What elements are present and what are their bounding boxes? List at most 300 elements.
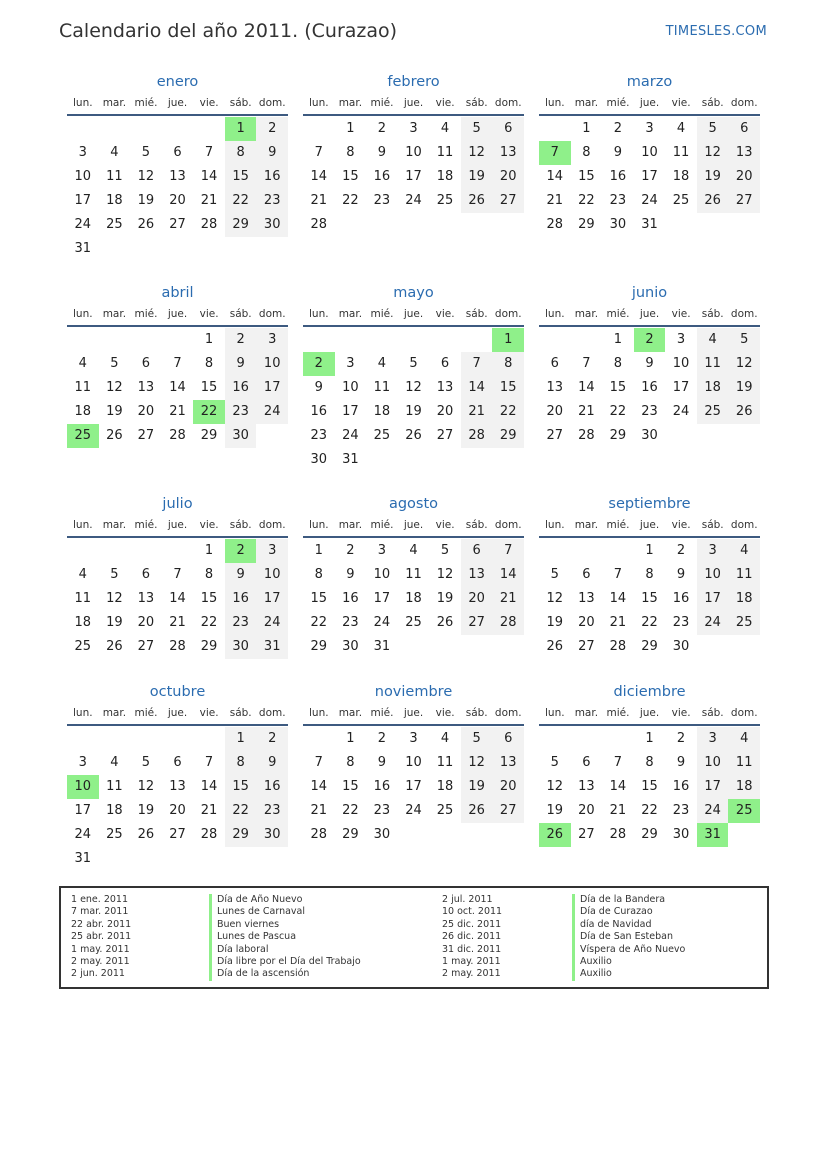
day-cell: 23 bbox=[256, 799, 288, 823]
holiday-day: 2 bbox=[634, 328, 666, 352]
weekday-label: lun. bbox=[73, 519, 93, 531]
day-cell: 14 bbox=[492, 563, 524, 587]
day-cell: 3 bbox=[697, 727, 729, 751]
empty-cell bbox=[130, 847, 162, 871]
day-grid bbox=[303, 727, 524, 847]
day-cell: 5 bbox=[440, 543, 450, 558]
empty-cell bbox=[728, 635, 760, 659]
weekday-label: vie. bbox=[199, 308, 219, 320]
legend-date: 26 dic. 2011 bbox=[442, 931, 502, 943]
weekday-label: mar. bbox=[102, 707, 127, 719]
day-cell: 2 bbox=[676, 543, 686, 558]
empty-cell bbox=[99, 539, 131, 563]
day-cell: 3 bbox=[676, 332, 686, 347]
empty-cell bbox=[225, 237, 257, 261]
day-cell: 29 bbox=[342, 827, 359, 842]
weekday-label: dom. bbox=[730, 97, 758, 109]
day-cell: 7 bbox=[461, 352, 493, 376]
weekday-header bbox=[539, 702, 760, 726]
empty-cell bbox=[193, 237, 225, 261]
day-cell: 14 bbox=[169, 380, 186, 395]
legend-holiday-name: Día de San Esteban bbox=[572, 931, 762, 943]
day-cell: 9 bbox=[225, 352, 257, 376]
day-cell: 28 bbox=[310, 827, 328, 842]
day-cell: 20 bbox=[492, 165, 524, 189]
day-cell: 28 bbox=[609, 827, 627, 842]
empty-cell bbox=[366, 328, 398, 352]
day-cell: 18 bbox=[106, 803, 123, 818]
day-cell: 21 bbox=[310, 803, 328, 818]
day-cell: 12 bbox=[137, 779, 155, 794]
day-cell: 4 bbox=[78, 567, 87, 582]
month-julio bbox=[67, 494, 288, 659]
weekday-label: mié. bbox=[134, 97, 158, 109]
day-cell: 14 bbox=[461, 376, 493, 400]
weekday-label: vie. bbox=[671, 308, 691, 320]
day-cell: 10 bbox=[697, 563, 729, 587]
page-title: Calendario del año 2011. (Curazao) bbox=[59, 20, 398, 42]
day-cell: 3 bbox=[78, 755, 87, 770]
empty-cell bbox=[67, 539, 99, 563]
day-cell: 14 bbox=[169, 591, 186, 606]
weekday-header bbox=[67, 702, 288, 726]
day-cell: 25 bbox=[436, 803, 454, 818]
day-cell: 11 bbox=[436, 145, 454, 160]
day-cell: 2 bbox=[256, 117, 288, 141]
day-cell: 10 bbox=[405, 145, 422, 160]
month-name: octubre bbox=[149, 684, 206, 700]
day-cell: 11 bbox=[436, 755, 454, 770]
day-cell: 27 bbox=[169, 827, 186, 842]
day-cell: 20 bbox=[169, 803, 186, 818]
day-cell: 14 bbox=[546, 169, 564, 184]
day-cell: 19 bbox=[137, 193, 155, 208]
day-cell: 7 bbox=[314, 145, 323, 160]
weekday-label: sáb. bbox=[465, 97, 488, 109]
empty-cell bbox=[697, 213, 729, 237]
day-cell: 14 bbox=[310, 779, 328, 794]
day-cell: 22 bbox=[200, 615, 218, 630]
day-cell: 2 bbox=[377, 731, 387, 746]
month-name: marzo bbox=[626, 74, 673, 90]
day-cell: 19 bbox=[436, 591, 454, 606]
weekday-label: jue. bbox=[167, 707, 188, 719]
day-cell: 20 bbox=[461, 587, 493, 611]
day-cell: 10 bbox=[697, 751, 729, 775]
day-cell: 5 bbox=[461, 117, 493, 141]
day-cell: 15 bbox=[200, 380, 218, 395]
weekday-label: sáb. bbox=[465, 519, 488, 531]
day-cell: 21 bbox=[461, 400, 493, 424]
weekday-header bbox=[539, 303, 760, 327]
day-cell: 28 bbox=[578, 428, 595, 443]
day-cell: 9 bbox=[256, 751, 288, 775]
day-cell: 11 bbox=[405, 567, 422, 582]
weekday-label: mar. bbox=[574, 519, 599, 531]
weekday-label: mié. bbox=[134, 308, 158, 320]
day-cell: 27 bbox=[137, 639, 155, 654]
day-cell: 30 bbox=[310, 452, 328, 467]
month-name: enero bbox=[156, 74, 199, 90]
empty-cell bbox=[193, 727, 225, 751]
day-cell: 13 bbox=[728, 141, 760, 165]
day-cell: 4 bbox=[697, 328, 729, 352]
legend-date: 2 may. 2011 bbox=[71, 955, 130, 967]
day-cell: 26 bbox=[436, 615, 454, 630]
day-cell: 16 bbox=[672, 779, 690, 794]
day-cell: 8 bbox=[314, 567, 323, 582]
day-cell: 26 bbox=[546, 639, 564, 654]
month-febrero bbox=[303, 72, 524, 237]
day-cell: 7 bbox=[173, 567, 182, 582]
day-cell: 26 bbox=[697, 189, 729, 213]
day-cell: 30 bbox=[342, 639, 359, 654]
day-cell: 13 bbox=[578, 779, 595, 794]
empty-cell bbox=[398, 635, 430, 659]
empty-cell bbox=[492, 213, 524, 237]
day-cell: 14 bbox=[578, 380, 595, 395]
legend-date: 2 jun. 2011 bbox=[71, 968, 125, 980]
day-cell: 18 bbox=[74, 615, 92, 630]
weekday-label: lun. bbox=[309, 707, 329, 719]
weekday-label: sáb. bbox=[701, 707, 724, 719]
day-cell: 25 bbox=[672, 193, 690, 208]
empty-cell bbox=[429, 448, 461, 472]
empty-cell bbox=[429, 213, 461, 237]
empty-cell bbox=[130, 539, 162, 563]
day-cell: 13 bbox=[137, 380, 155, 395]
weekday-label: mié. bbox=[606, 97, 630, 109]
legend-dates-left bbox=[71, 894, 206, 981]
month-name: mayo bbox=[393, 285, 434, 301]
empty-cell bbox=[539, 727, 571, 751]
day-cell: 27 bbox=[137, 428, 155, 443]
weekday-header bbox=[303, 702, 524, 726]
day-cell: 17 bbox=[405, 169, 422, 184]
day-cell: 15 bbox=[225, 165, 257, 189]
day-cell: 7 bbox=[204, 145, 214, 160]
day-cell: 23 bbox=[256, 189, 288, 213]
month-name: noviembre bbox=[374, 684, 453, 700]
day-cell: 10 bbox=[405, 755, 422, 770]
day-cell: 26 bbox=[461, 189, 493, 213]
day-cell: 3 bbox=[256, 539, 288, 563]
day-cell: 27 bbox=[492, 189, 524, 213]
weekday-label: dom. bbox=[494, 707, 522, 719]
day-cell: 31 bbox=[74, 241, 92, 256]
legend-holiday-name: Lunes de Carnaval bbox=[209, 906, 429, 918]
weekday-header bbox=[67, 92, 288, 116]
weekday-label: vie. bbox=[671, 707, 691, 719]
day-cell: 15 bbox=[492, 376, 524, 400]
empty-cell bbox=[99, 237, 131, 261]
day-cell: 10 bbox=[342, 380, 359, 395]
day-cell: 8 bbox=[225, 751, 257, 775]
day-cell: 9 bbox=[256, 141, 288, 165]
holiday-day: 2 bbox=[225, 539, 257, 563]
legend-date: 31 dic. 2011 bbox=[442, 943, 502, 955]
day-cell: 6 bbox=[492, 727, 524, 751]
empty-cell bbox=[539, 328, 571, 352]
empty-cell bbox=[225, 847, 257, 871]
day-cell: 24 bbox=[697, 799, 729, 823]
brand-link[interactable]: TIMESLES.COM bbox=[665, 24, 767, 39]
legend-holiday-name: Día de Año Nuevo bbox=[209, 894, 429, 906]
day-grid bbox=[67, 328, 288, 448]
day-cell: 15 bbox=[578, 169, 595, 184]
legend-date: 25 dic. 2011 bbox=[442, 918, 502, 930]
day-cell: 29 bbox=[492, 424, 524, 448]
day-cell: 2 bbox=[346, 543, 355, 558]
day-cell: 14 bbox=[200, 779, 218, 794]
day-cell: 6 bbox=[582, 567, 591, 582]
day-cell: 17 bbox=[697, 775, 729, 799]
day-cell: 28 bbox=[546, 217, 564, 232]
day-cell: 23 bbox=[672, 803, 690, 818]
day-cell: 15 bbox=[200, 591, 218, 606]
empty-cell bbox=[728, 424, 760, 448]
day-cell: 28 bbox=[200, 217, 218, 232]
day-cell: 31 bbox=[256, 635, 288, 659]
day-cell: 3 bbox=[256, 328, 288, 352]
empty-cell bbox=[256, 424, 288, 448]
day-cell: 8 bbox=[204, 567, 214, 582]
day-cell: 4 bbox=[78, 356, 87, 371]
day-cell: 4 bbox=[409, 543, 418, 558]
day-cell: 16 bbox=[256, 775, 288, 799]
empty-cell bbox=[130, 237, 162, 261]
legend-date: 2 jul. 2011 bbox=[442, 894, 493, 905]
weekday-label: mié. bbox=[370, 707, 394, 719]
day-cell: 12 bbox=[697, 141, 729, 165]
day-cell: 29 bbox=[225, 213, 257, 237]
day-cell: 9 bbox=[377, 145, 387, 160]
day-cell: 29 bbox=[200, 428, 218, 443]
day-cell: 1 bbox=[346, 731, 355, 746]
day-cell: 17 bbox=[74, 803, 92, 818]
day-cell: 8 bbox=[204, 356, 214, 371]
weekday-label: jue. bbox=[403, 519, 424, 531]
day-cell: 12 bbox=[546, 779, 564, 794]
weekday-label: sáb. bbox=[701, 308, 724, 320]
weekday-label: jue. bbox=[639, 97, 660, 109]
day-cell: 2 bbox=[256, 727, 288, 751]
day-cell: 3 bbox=[78, 145, 87, 160]
day-cell: 24 bbox=[641, 193, 658, 208]
day-cell: 11 bbox=[106, 779, 123, 794]
day-cell: 24 bbox=[373, 615, 391, 630]
day-cell: 12 bbox=[137, 169, 155, 184]
day-cell: 25 bbox=[106, 217, 123, 232]
empty-cell bbox=[303, 117, 335, 141]
legend-date: 1 ene. 2011 bbox=[71, 894, 128, 905]
holiday-day: 1 bbox=[492, 328, 524, 352]
day-cell: 10 bbox=[74, 169, 92, 184]
day-cell: 12 bbox=[461, 141, 493, 165]
month-diciembre bbox=[539, 682, 760, 847]
day-cell: 8 bbox=[645, 567, 654, 582]
month-name: junio bbox=[631, 285, 668, 301]
day-cell: 6 bbox=[550, 356, 559, 371]
day-grid bbox=[539, 727, 760, 847]
day-cell: 24 bbox=[672, 404, 690, 419]
month-septiembre bbox=[539, 494, 760, 659]
weekday-label: jue. bbox=[639, 519, 660, 531]
empty-cell bbox=[602, 727, 634, 751]
empty-cell bbox=[162, 727, 194, 751]
day-cell: 9 bbox=[377, 755, 387, 770]
empty-cell bbox=[697, 635, 729, 659]
empty-cell bbox=[67, 117, 99, 141]
day-cell: 2 bbox=[225, 328, 257, 352]
day-grid bbox=[67, 117, 288, 261]
day-cell: 7 bbox=[204, 755, 214, 770]
weekday-label: lun. bbox=[73, 707, 93, 719]
weekday-header bbox=[67, 514, 288, 538]
day-cell: 4 bbox=[110, 145, 119, 160]
legend-date: 10 oct. 2011 bbox=[442, 906, 503, 918]
empty-cell bbox=[728, 213, 760, 237]
holiday-day: 7 bbox=[539, 141, 571, 165]
day-cell: 11 bbox=[74, 591, 92, 606]
weekday-label: jue. bbox=[403, 308, 424, 320]
day-cell: 13 bbox=[578, 591, 595, 606]
weekday-label: dom. bbox=[494, 97, 522, 109]
day-cell: 18 bbox=[74, 404, 92, 419]
day-cell: 15 bbox=[342, 779, 359, 794]
day-cell: 28 bbox=[169, 639, 186, 654]
weekday-label: mar. bbox=[338, 97, 363, 109]
weekday-label: sáb. bbox=[229, 519, 252, 531]
empty-cell bbox=[256, 847, 288, 871]
day-cell: 4 bbox=[440, 121, 450, 136]
day-cell: 5 bbox=[697, 117, 729, 141]
day-cell: 22 bbox=[641, 803, 658, 818]
page-header bbox=[59, 20, 767, 46]
day-cell: 20 bbox=[137, 615, 155, 630]
empty-cell bbox=[571, 727, 603, 751]
day-cell: 28 bbox=[609, 639, 627, 654]
day-cell: 29 bbox=[641, 827, 658, 842]
day-cell: 1 bbox=[314, 543, 323, 558]
day-cell: 16 bbox=[342, 591, 359, 606]
day-cell: 14 bbox=[310, 169, 328, 184]
weekday-label: lun. bbox=[545, 707, 565, 719]
day-cell: 3 bbox=[697, 539, 729, 563]
day-cell: 5 bbox=[550, 567, 559, 582]
day-cell: 19 bbox=[106, 404, 123, 419]
day-cell: 1 bbox=[204, 332, 214, 347]
day-cell: 7 bbox=[613, 755, 623, 770]
day-cell: 1 bbox=[204, 543, 214, 558]
day-cell: 15 bbox=[342, 169, 359, 184]
legend-holiday-name: día de Navidad bbox=[572, 919, 762, 931]
month-agosto bbox=[303, 494, 524, 659]
day-cell: 24 bbox=[697, 611, 729, 635]
day-cell: 9 bbox=[613, 145, 623, 160]
weekday-label: mié. bbox=[606, 707, 630, 719]
day-cell: 5 bbox=[110, 356, 119, 371]
day-cell: 22 bbox=[225, 189, 257, 213]
day-cell: 26 bbox=[106, 639, 123, 654]
weekday-label: sáb. bbox=[701, 519, 724, 531]
weekday-label: sáb. bbox=[229, 97, 252, 109]
day-cell: 7 bbox=[173, 356, 182, 371]
day-cell: 16 bbox=[373, 779, 391, 794]
day-cell: 19 bbox=[697, 165, 729, 189]
day-cell: 17 bbox=[405, 779, 422, 794]
day-cell: 21 bbox=[609, 615, 627, 630]
day-cell: 13 bbox=[169, 779, 186, 794]
day-cell: 8 bbox=[492, 352, 524, 376]
weekday-label: jue. bbox=[403, 97, 424, 109]
month-name: septiembre bbox=[608, 496, 691, 512]
day-cell: 1 bbox=[613, 332, 623, 347]
weekday-label: dom. bbox=[494, 519, 522, 531]
day-cell: 26 bbox=[728, 400, 760, 424]
day-cell: 10 bbox=[256, 563, 288, 587]
day-cell: 16 bbox=[641, 380, 658, 395]
day-cell: 12 bbox=[106, 380, 123, 395]
empty-cell bbox=[398, 328, 430, 352]
weekday-label: vie. bbox=[199, 97, 219, 109]
month-enero bbox=[67, 72, 288, 261]
day-cell: 3 bbox=[645, 121, 654, 136]
day-cell: 23 bbox=[225, 400, 257, 424]
day-cell: 14 bbox=[200, 169, 218, 184]
month-name: agosto bbox=[388, 496, 439, 512]
day-cell: 20 bbox=[169, 193, 186, 208]
day-cell: 14 bbox=[609, 779, 627, 794]
day-cell: 7 bbox=[582, 356, 591, 371]
day-cell: 24 bbox=[405, 193, 422, 208]
day-cell: 3 bbox=[346, 356, 355, 371]
day-cell: 17 bbox=[641, 169, 658, 184]
legend-holiday-name: Auxilio bbox=[572, 956, 762, 968]
day-cell: 21 bbox=[546, 193, 564, 208]
month-junio bbox=[539, 283, 760, 448]
weekday-header bbox=[303, 92, 524, 116]
day-cell: 27 bbox=[728, 189, 760, 213]
day-grid bbox=[303, 117, 524, 237]
day-cell: 9 bbox=[645, 356, 654, 371]
day-cell: 8 bbox=[645, 755, 654, 770]
empty-cell bbox=[99, 117, 131, 141]
day-cell: 30 bbox=[641, 428, 658, 443]
day-cell: 13 bbox=[436, 380, 454, 395]
day-cell: 29 bbox=[200, 639, 218, 654]
day-cell: 18 bbox=[697, 376, 729, 400]
day-cell: 26 bbox=[461, 799, 493, 823]
empty-cell bbox=[398, 448, 430, 472]
day-cell: 2 bbox=[676, 731, 686, 746]
day-cell: 12 bbox=[405, 380, 422, 395]
empty-cell bbox=[303, 727, 335, 751]
day-cell: 6 bbox=[582, 755, 591, 770]
day-cell: 31 bbox=[373, 639, 391, 654]
day-cell: 15 bbox=[641, 591, 658, 606]
empty-cell bbox=[99, 328, 131, 352]
weekday-label: dom. bbox=[494, 308, 522, 320]
legend-holiday-name: Día de la ascensión bbox=[209, 968, 429, 980]
weekday-label: mar. bbox=[102, 308, 127, 320]
day-cell: 19 bbox=[461, 775, 493, 799]
legend-date: 1 may. 2011 bbox=[71, 943, 130, 955]
day-cell: 21 bbox=[609, 803, 627, 818]
day-cell: 22 bbox=[225, 799, 257, 823]
legend-names-left bbox=[209, 894, 429, 981]
weekday-header bbox=[539, 514, 760, 538]
